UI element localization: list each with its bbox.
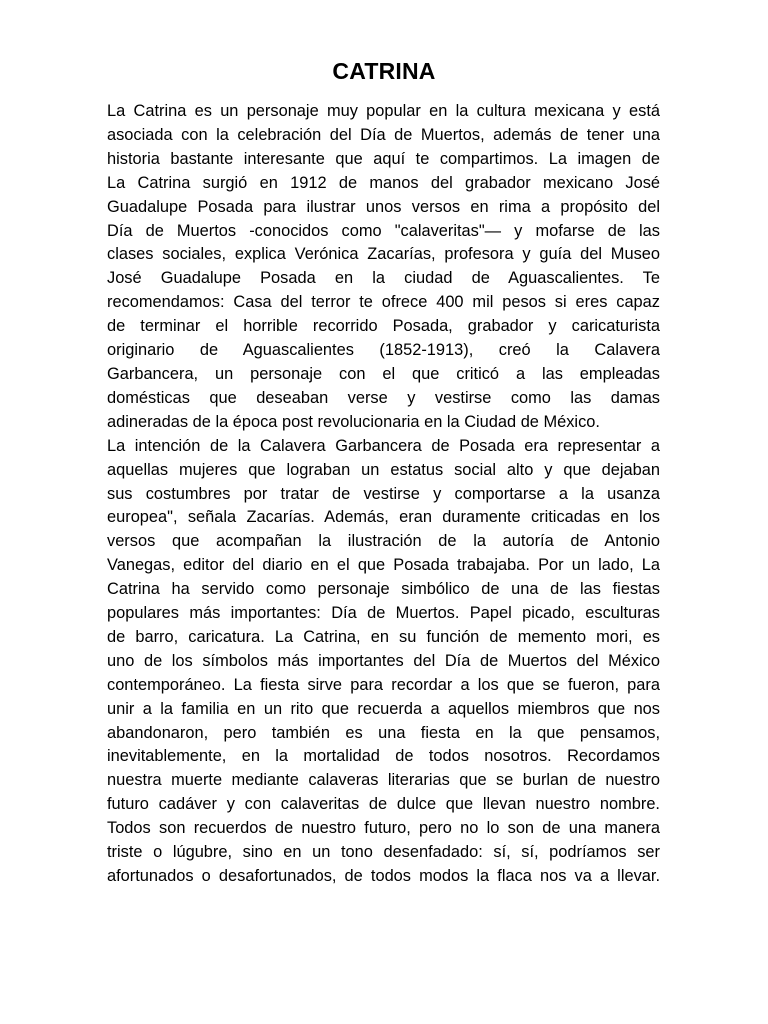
body-line: abandonaron, pero también es una fiesta en la que pensamos, bbox=[107, 723, 660, 742]
body-line: nuestra muerte mediante calaveras literarias que se burlan de nuestro bbox=[107, 771, 660, 790]
document-body bbox=[107, 100, 660, 889]
body-line: Vanegas, editor del diario en el que Posada trabajaba. Por un lado, La bbox=[107, 556, 660, 575]
body-line: Día de Muertos -conocidos como "calaveritas"— y mofarse de las bbox=[107, 221, 660, 240]
body-line: triste o lúgubre, sino en un tono desenfadado: sí, sí, podríamos ser bbox=[107, 843, 660, 862]
body-line: sus costumbres por tratar de vestirse y comportarse a la usanza bbox=[107, 484, 660, 503]
body-line: Guadalupe Posada para ilustrar unos versos en rima a propósito del bbox=[107, 197, 660, 216]
body-line: José Guadalupe Posada en la ciudad de Aguascalientes. Te bbox=[107, 269, 660, 288]
body-line: historia bastante interesante que aquí te compartimos. La imagen de bbox=[107, 149, 660, 168]
body-line: europea", señala Zacarías. Además, eran duramente criticadas en los bbox=[107, 508, 660, 527]
body-line: Garbancera, un personaje con el que criticó a las empleadas bbox=[107, 364, 660, 383]
body-line: La Catrina es un personaje muy popular en la cultura mexicana y está bbox=[107, 102, 660, 120]
body-line: La intención de la Calavera Garbancera de Posada era representar a bbox=[107, 436, 660, 455]
body-line: recomendamos: Casa del terror te ofrece 400 mil pesos si eres capaz bbox=[107, 293, 660, 312]
body-line: versos que acompañan la ilustración de la autoría de Antonio bbox=[107, 532, 660, 551]
body-line: clases sociales, explica Verónica Zacarías, profesora y guía del Museo bbox=[107, 245, 660, 264]
body-line: futuro cadáver y con calaveritas de dulce que llevan nuestro nombre. bbox=[107, 795, 660, 814]
body-line: originario de Aguascalientes (1852-1913), creó la Calavera bbox=[107, 341, 660, 360]
body-line: uno de los símbolos más importantes del Día de Muertos del México bbox=[107, 651, 660, 670]
body-line: de terminar el horrible recorrido Posada, grabador y caricaturista bbox=[107, 317, 660, 336]
document-title: CATRINA bbox=[332, 58, 436, 84]
body-line: Todos son recuerdos de nuestro futuro, pero no lo son de una manera bbox=[107, 819, 660, 838]
body-line: inevitablemente, en la mortalidad de todos nosotros. Recordamos bbox=[107, 747, 660, 766]
body-line: contemporáneo. La fiesta sirve para recordar a los que se fueron, para bbox=[107, 675, 660, 694]
body-line: La Catrina surgió en 1912 de manos del grabador mexicano José bbox=[107, 173, 660, 192]
body-line: de barro, caricatura. La Catrina, en su función de memento mori, es bbox=[107, 627, 660, 646]
body-line: Catrina ha servido como personaje simbólico de una de las fiestas bbox=[107, 580, 660, 599]
body-line: adineradas de la época post revolucionaria en la Ciudad de México. bbox=[107, 412, 600, 431]
body-line: aquellas mujeres que lograban un estatus social alto y que dejaban bbox=[107, 460, 660, 479]
body-line: afortunados o desafortunados, de todos modos la flaca nos va a llevar. bbox=[107, 867, 660, 885]
body-line: populares más importantes: Día de Muertos. Papel picado, esculturas bbox=[107, 604, 660, 623]
body-line: asociada con la celebración del Día de Muertos, además de tener una bbox=[107, 125, 660, 144]
body-line: unir a la familia en un rito que recuerda a aquellos miembros que nos bbox=[107, 699, 660, 718]
body-line: domésticas que deseaban verse y vestirse como las damas bbox=[107, 388, 660, 407]
